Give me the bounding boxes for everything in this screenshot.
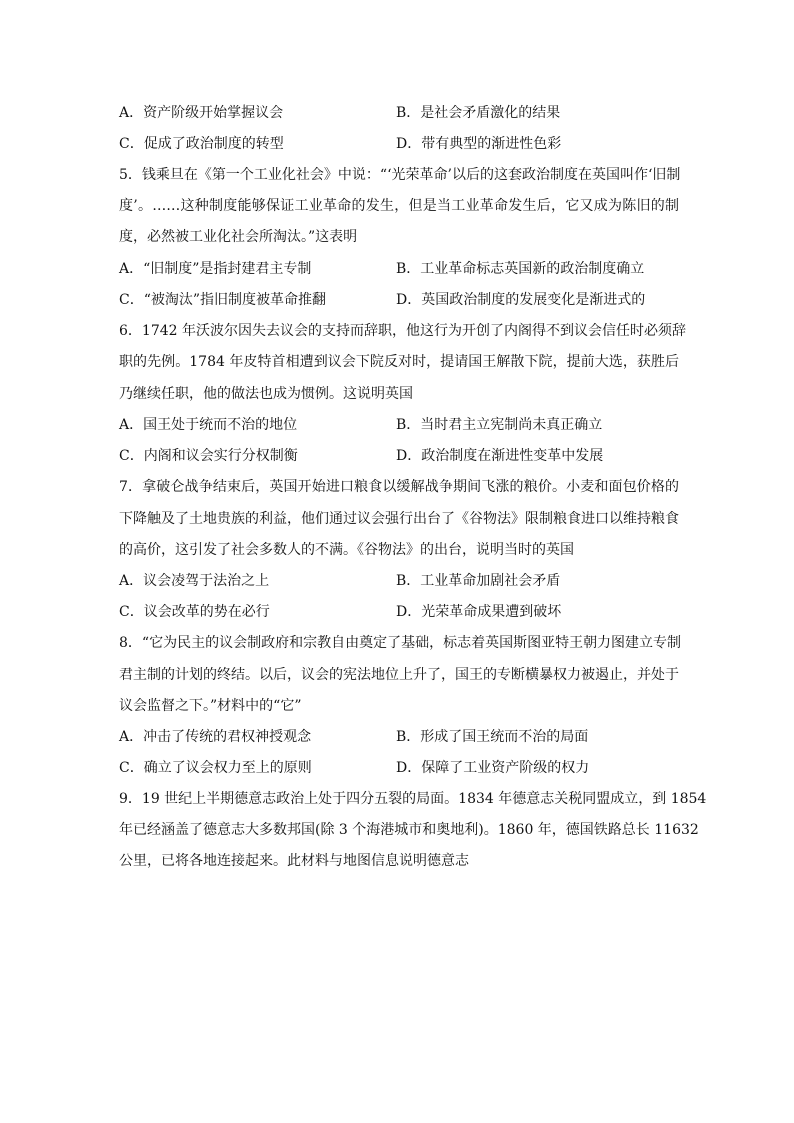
q5-option-a: A．“旧制度”是指封建君主专制 [119,261,312,277]
q5-options-row-1 [119,260,679,278]
q4-option-a: A．资产阶级开始掌握议会 [119,105,284,121]
q6-option-c: C．内阁和议会实行分权制衡 [119,448,298,464]
q6-options-row-1 [119,416,679,434]
q6-options-row-2 [119,447,679,465]
q6-option-d: D．政治制度在渐进性变革中发展 [396,448,604,464]
q8-options-row-1 [119,728,679,746]
q5-option-c: C．“被淘汰”指旧制度被革命推翻 [119,292,327,308]
q4-option-b: B．是社会矛盾激化的结果 [396,105,561,121]
q6-option-a: A．国王处于统而不治的地位 [119,417,298,433]
q7-option-a: A．议会凌驾于法治之上 [119,573,270,589]
q4-options-row-1 [119,104,679,122]
q7-options-row-1 [119,572,679,590]
q8-options-row-2 [119,759,679,777]
q8-option-b: B．形成了国王统而不治的局面 [396,729,589,745]
q5-stem-line-3: 度，必然被工业化社会所淘汰。”这表明 [119,229,358,245]
q4-option-d: D．带有典型的渐进性色彩 [396,136,562,152]
q6-stem-line-3: 乃继续任职，他的做法也成为惯例。这说明英国 [119,386,413,402]
q8-option-d: D．保障了工业资产阶级的权力 [396,760,590,776]
q6-option-b: B．当时君主立宪制尚未真正确立 [396,417,603,433]
q7-stem-line-1: 7．拿破仑战争结束后，英国开始进口粮食以缓解战争期间飞涨的粮价。小麦和面包价格的 [119,479,679,495]
q5-options-row-2 [119,291,679,309]
q9-stem-line-3: 公里，已将各地连接起来。此材料与地图信息说明德意志 [119,853,469,869]
q4-options-row-2 [119,135,679,153]
q7-options-row-2 [119,603,679,621]
q8-stem-line-2: 君主制的计划的终结。以后，议会的宪法地位上升了，国王的专断横暴权力被遏止，并处于 [119,667,679,683]
q9-stem-line-2: 年已经涵盖了德意志大多数邦国(除 3 个海港城市和奥地利)。1860 年，德国铁路总长 11632 [119,822,699,838]
q8-stem-line-1: 8．“它为民主的议会制政府和宗教自由奠定了基础，标志着英国斯图亚特王朝力图建立专制 [119,635,682,651]
q5-stem-line-1: 5．钱乘旦在《第一个工业化社会》中说：“‘光荣革命’以后的这套政治制度在英国叫作‘旧制 [119,167,681,183]
q6-stem-line-2: 职的先例。1784 年皮特首相遭到议会下院反对时，提请国王解散下院，提前大选，获胜后 [119,354,679,370]
q6-stem-line-1: 6．1742 年沃波尔因失去议会的支持而辞职，他这行为开创了内阁得不到议会信任时必须辞 [119,323,686,339]
q5-stem-line-2: 度’。……这种制度能够保证工业革命的发生，但是当工业革命发生后，它又成为陈旧的制 [119,198,679,214]
q9-stem-line-1: 9．19 世纪上半期德意志政治上处于四分五裂的局面。1834 年德意志关税同盟成立，到 1854 [119,791,707,807]
q7-option-c: C．议会改革的势在必行 [119,604,270,620]
q8-option-a: A．冲击了传统的君权神授观念 [119,729,312,745]
q7-option-b: B．工业革命加剧社会矛盾 [396,573,561,589]
q5-option-b: B．工业革命标志英国新的政治制度确立 [396,261,645,277]
q7-stem-line-2: 下降触及了土地贵族的利益，他们通过议会强行出台了《谷物法》限制粮食进口以维持粮食 [119,511,679,527]
q8-stem-line-3: 议会监督之下。”材料中的“它” [119,698,302,714]
q7-stem-line-3: 的高价，这引发了社会多数人的不满。《谷物法》的出台，说明当时的英国 [119,542,574,558]
q7-option-d: D．光荣革命成果遭到破坏 [396,604,562,620]
q5-option-d: D．英国政治制度的发展变化是渐进式的 [396,292,646,308]
q8-option-c: C．确立了议会权力至上的原则 [119,760,312,776]
q4-option-c: C．促成了政治制度的转型 [119,136,284,152]
